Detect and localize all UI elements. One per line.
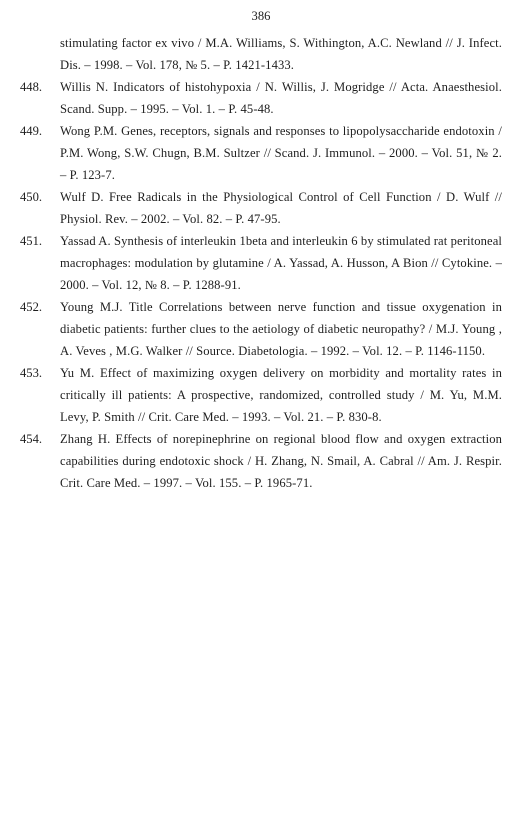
reference-list bbox=[20, 32, 502, 494]
reference-text: Young M.J. Title Correlations between nerve function and tissue oxygenation in diabetic patients: further clues to the aetiology of diabetic neuropathy? / M.J. Young , A. Veves , M.G. Walker // Source. Diabetologia. – 1992. – Vol. 12. – P. 1146-1150. bbox=[60, 300, 502, 358]
page-number: 386 bbox=[251, 9, 271, 23]
reference-number: 452. bbox=[20, 300, 43, 314]
reference-text: Wong P.M. Genes, receptors, signals and responses to lipopolysaccharide endotoxin / P.M. Wong, S.W. Chugn, B.M. Sultzer // Scand. J. Immunol. – 2000. – Vol. 51, № 2. – P. 123-7. bbox=[60, 124, 502, 182]
reference-item bbox=[20, 428, 502, 494]
reference-item bbox=[20, 120, 502, 186]
reference-item bbox=[20, 76, 502, 120]
reference-item bbox=[20, 296, 502, 362]
reference-item bbox=[20, 32, 502, 76]
reference-text: Wulf D. Free Radicals in the Physiological Control of Cell Function / D. Wulf // Physiol. Rev. – 2002. – Vol. 82. – P. 47-95. bbox=[60, 190, 502, 226]
reference-number: 450. bbox=[20, 190, 43, 204]
reference-number: 449. bbox=[20, 124, 43, 138]
reference-number: 451. bbox=[20, 234, 43, 248]
reference-text: stimulating factor ex vivo / M.A. Williams, S. Withington, A.C. Newland // J. Infect. Dis. – 1998. – Vol. 178, № 5. – P. 1421-1433. bbox=[60, 36, 502, 72]
reference-text: Zhang H. Effects of norepinephrine on regional blood flow and oxygen extraction capabilities during endotoxic shock / H. Zhang, N. Smail, A. Cabral // Am. J. Respir. Crit. Care Med. – 1997. – Vol. 155. – P. 1965-71. bbox=[60, 432, 502, 490]
reference-text: Yu M. Effect of maximizing oxygen delivery on morbidity and mortality rates in critically ill patients: A prospective, randomized, controlled study / M. Yu, M.M. Levy, P. Smith // Crit. Care Med. – 1993. – Vol. 21. – P. 830-8. bbox=[60, 366, 502, 424]
reference-item bbox=[20, 362, 502, 428]
reference-number: 454. bbox=[20, 432, 43, 446]
reference-text: Yassad A. Synthesis of interleukin 1beta and interleukin 6 by stimulated rat peritoneal macrophages: modulation by glutamine / A. Yassad, A. Husson, A Bion // Cytokine. – 2000. – Vol. 12, № 8. – P. 1288-91. bbox=[60, 234, 502, 292]
reference-item bbox=[20, 186, 502, 230]
reference-number: 448. bbox=[20, 80, 43, 94]
reference-text: Willis N. Indicators of histohypoxia / N. Willis, J. Mogridge // Acta. Anaesthesiol. Scand. Supp. – 1995. – Vol. 1. – P. 45-48. bbox=[60, 80, 502, 116]
reference-number: 453. bbox=[20, 366, 43, 380]
reference-item bbox=[20, 230, 502, 296]
